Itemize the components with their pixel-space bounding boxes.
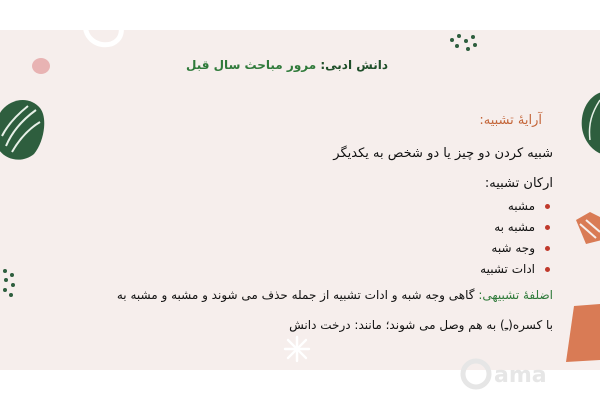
orange-shape-bottom-decoration	[560, 304, 600, 364]
list-item: مشبه به	[480, 217, 535, 238]
list-item: وجه شبه	[480, 238, 535, 259]
orange-shape-right-decoration	[572, 210, 600, 246]
izafa-paragraph-line-2: با کسره(ـِ) به هم وصل می شوند؛ مانند: درخت دانش	[289, 318, 553, 332]
izafa-paragraph-line-1	[117, 288, 553, 302]
leaf-left-decoration	[0, 92, 52, 168]
slide-title	[186, 58, 388, 72]
pillars-list	[480, 196, 553, 280]
white-sparkle-decoration	[282, 334, 312, 364]
dots-cluster-left-decoration	[0, 266, 20, 300]
dots-cluster-top-decoration	[444, 28, 484, 58]
title-prefix: دانش ادبی:	[320, 58, 388, 72]
definition-text: شبیه کردن دو چیز یا دو شخص به یکدیگر	[333, 146, 553, 161]
gama-watermark-logo	[458, 358, 580, 390]
leaf-right-decoration	[572, 88, 600, 158]
pillars-heading: ارکان تشبیه:	[484, 176, 553, 191]
title-main: مرور مباحث سال قبل	[186, 58, 317, 72]
list-item: مشبه	[480, 196, 535, 217]
svg-text:ama: ama	[494, 363, 547, 388]
izafa-text: گاهی وجه شبه و ادات تشبیه از جمله حذف می شوند و مشبه و مشبه به	[116, 288, 475, 302]
list-item: ادات تشبیه	[480, 259, 535, 280]
tashbih-heading: آرایهٔ تشبیه:	[479, 113, 542, 128]
pink-blob-decoration	[30, 56, 52, 76]
izafa-lead: اضلفهٔ تشبیهی:	[478, 288, 553, 302]
white-ring-decoration	[78, 10, 128, 52]
